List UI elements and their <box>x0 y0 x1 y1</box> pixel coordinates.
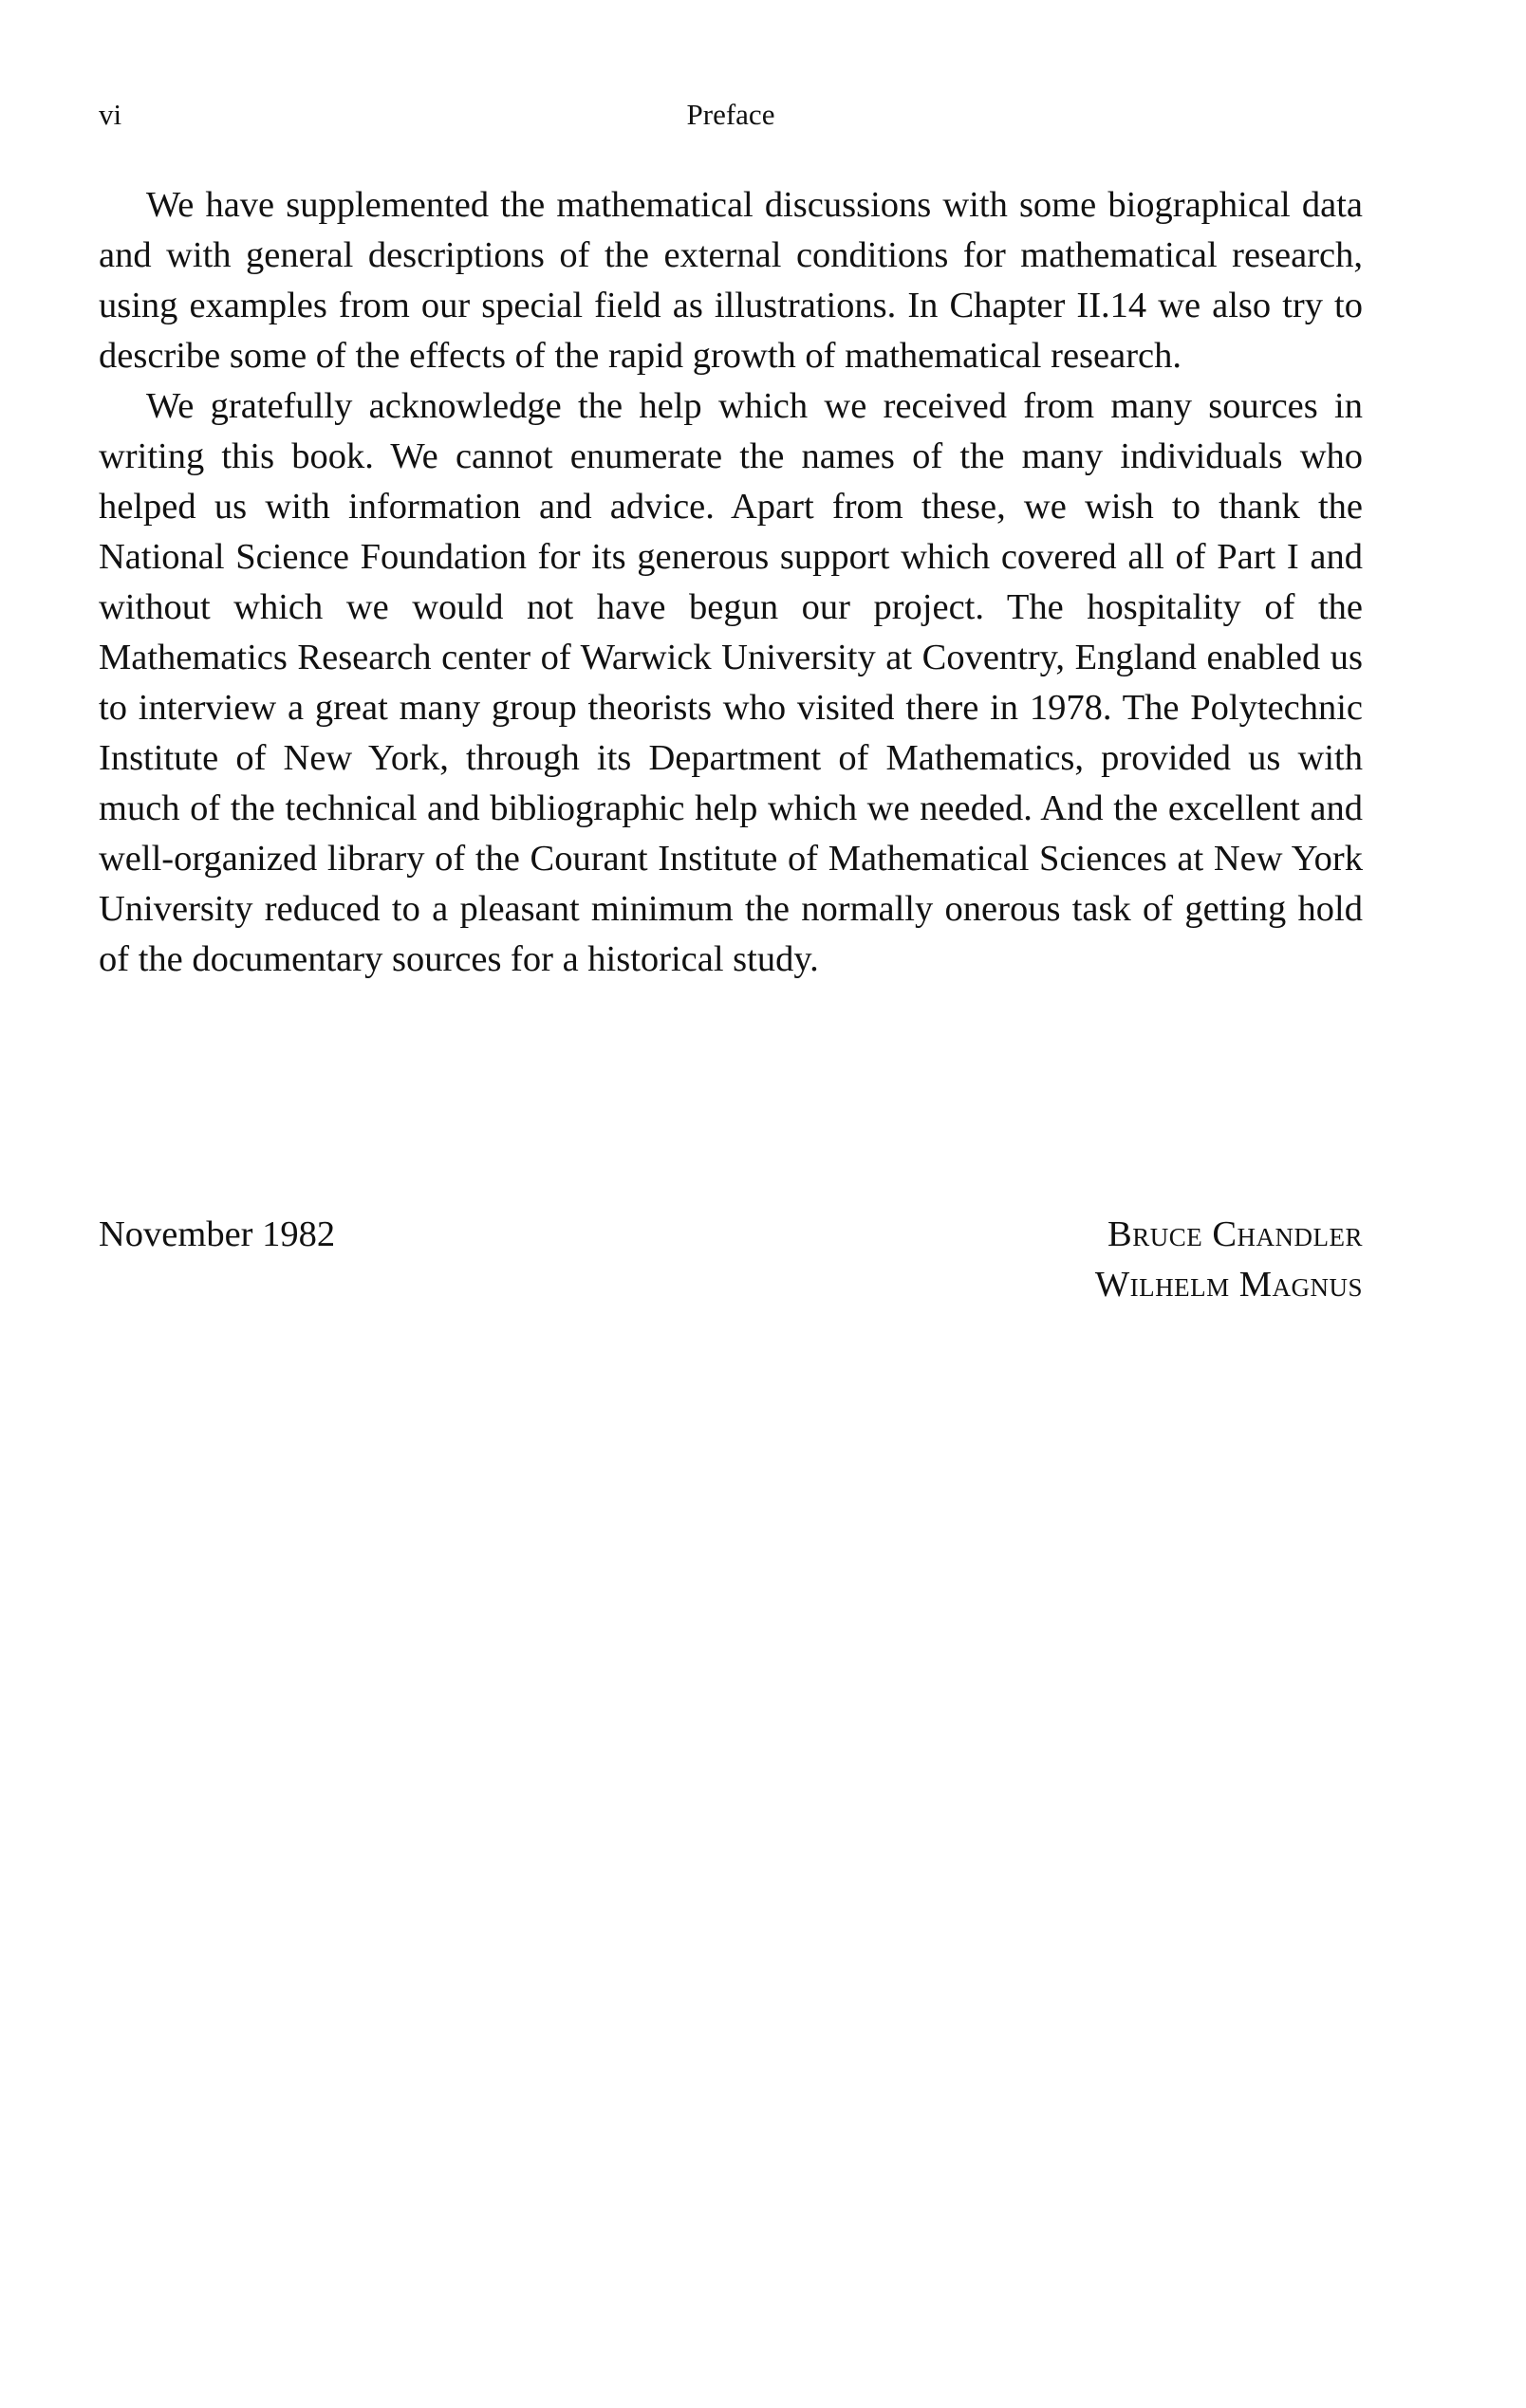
paragraph-1: We have supplemented the mathematical discussions with some biographical data and with general descriptions of the external conditions for mathematical research, using examples from our special field as illustrations. In Chapter II.14 we also try to describe some of the effects of the rapid growth of mathematical research. <box>99 185 1363 376</box>
paragraph-2: We gratefully acknowledge the help which we received from many sources in writing this book. We cannot enumerate the names of the many individuals who helped us with information and advice. Apart from these, we wish to thank the National Science Foundation for its generous support which covered all of Part I and without which we would not have begun our project. The hospitality of the Mathematics Research center of Warwick University at Coventry, England enabled us to interview a great many group theorists who visited there in 1978. The Polytechnic Institute of New York, through its Department of Mathematics, provided us with much of the technical and bibliographic help which we needed. And the excellent and well-organized library of the Courant Institute of Mathematical Sciences at New York University reduced to a pleasant minimum the normally onerous task of getting hold of the documentary sources for a historical study. <box>99 386 1363 979</box>
running-head: Preface <box>686 98 775 131</box>
page-number: vi <box>99 98 122 131</box>
author-name: Wilhelm Magnus <box>1094 1265 1363 1305</box>
author-name: Bruce Chandler <box>1107 1214 1363 1254</box>
authors <box>1095 1210 1363 1310</box>
preface-body <box>99 180 1363 985</box>
date-line: November 1982 <box>99 1214 336 1254</box>
page-header <box>99 91 1363 139</box>
